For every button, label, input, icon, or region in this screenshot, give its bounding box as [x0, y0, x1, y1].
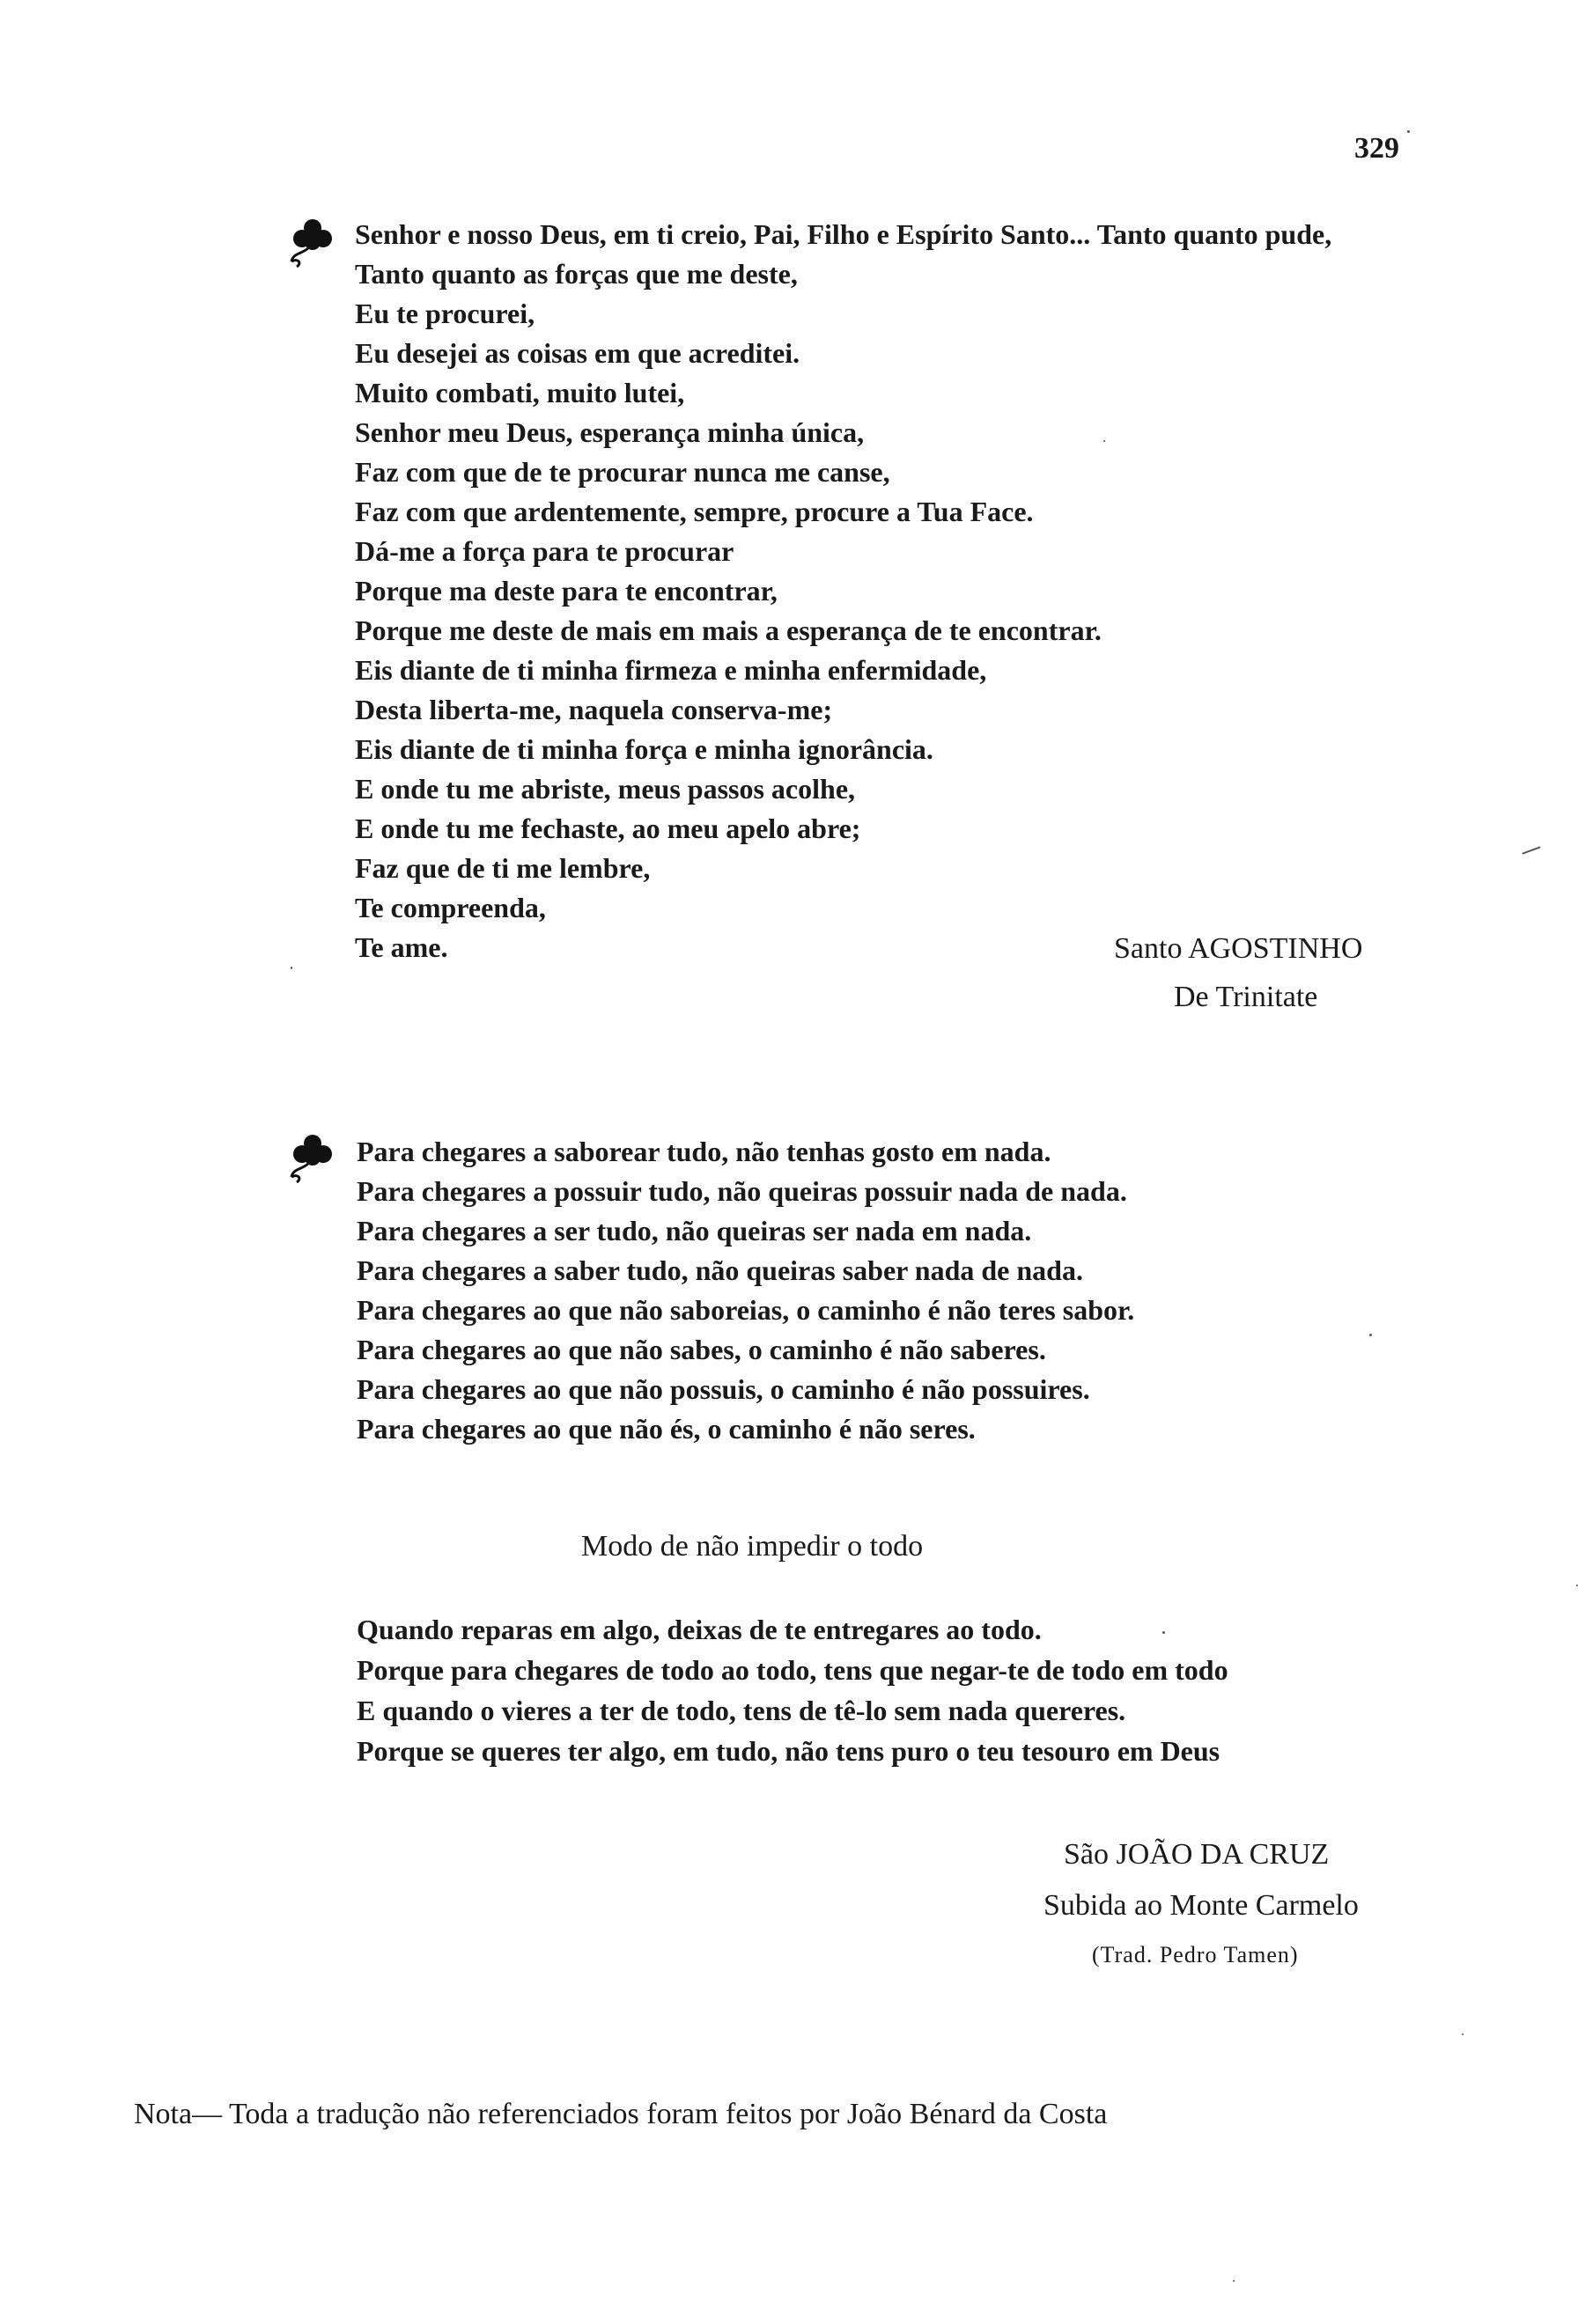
poem-line: Para chegares ao que não sabes, o caminho é não saberes. — [357, 1334, 1046, 1365]
scan-speck — [1462, 2034, 1464, 2035]
work-de-trinitate: De Trinitate — [1174, 981, 1318, 1013]
poem-line: Tanto quanto as forças que me deste, — [355, 258, 798, 290]
footnote: Nota— Toda a tradução não referenciados foram feitos por João Bénard da Costa — [134, 2098, 1108, 2130]
scan-speck — [291, 967, 292, 969]
poem-line: Para chegares a possuir tudo, não queiras possuir nada de nada. — [357, 1175, 1127, 1207]
poem-line: Dá-me a força para te procurar — [355, 535, 734, 567]
poem-line: Te ame. — [355, 931, 448, 963]
scan-speck — [1407, 130, 1410, 133]
scan-speck — [1162, 1631, 1165, 1634]
poem-line: E onde tu me fechaste, ao meu apelo abre; — [355, 813, 861, 844]
poem-line: Quando reparas em algo, deixas de te entregares ao todo. — [357, 1614, 1042, 1645]
section-subtitle: Modo de não impedir o todo — [581, 1530, 924, 1563]
poem-line: Eis diante de ti minha força e minha ignorância. — [355, 733, 933, 765]
poem-line: E onde tu me abriste, meus passos acolhe, — [355, 773, 856, 805]
poem-line: Te compreenda, — [355, 892, 546, 923]
poem-line: Faz com que de te procurar nunca me canse, — [355, 456, 890, 488]
poem-line: Eu te procurei, — [355, 298, 535, 329]
poem-line: Muito combati, muito lutei, — [355, 377, 685, 408]
poem-line: Porque ma deste para te encontrar, — [355, 575, 778, 607]
scan-speck — [1103, 440, 1105, 442]
poem-line: Eu desejei as coisas em que acreditei. — [355, 337, 800, 369]
poem-line: Faz com que ardentemente, sempre, procure a Tua Face. — [355, 496, 1034, 527]
clover-flower-icon — [286, 1131, 339, 1184]
poem-line: Porque me deste de mais em mais a esperança de te encontrar. — [355, 614, 1102, 646]
poem-line: Desta liberta-me, naquela conserva-me; — [355, 694, 833, 725]
clover-flower-icon — [286, 216, 339, 268]
poem-line: Para chegares a ser tudo, não queiras ser nada em nada. — [357, 1215, 1032, 1247]
author-agostinho: Santo AGOSTINHO — [1114, 932, 1363, 965]
translator: (Trad. Pedro Tamen) — [1092, 1942, 1299, 1967]
poem-line: Para chegares ao que não possuis, o caminho é não possuires. — [357, 1373, 1090, 1405]
poem-line: Para chegares a saborear tudo, não tenhas gosto em nada. — [357, 1136, 1051, 1167]
poem-line: Para chegares ao que não saboreias, o caminho é não teres sabor. — [357, 1294, 1135, 1326]
poem-line: Senhor meu Deus, esperança minha única, — [355, 416, 865, 448]
poem-line: E quando o vieres a ter de todo, tens de tê-lo sem nada quereres. — [357, 1695, 1126, 1726]
scan-speck — [1522, 846, 1540, 854]
poem-line: Faz que de ti me lembre, — [355, 852, 651, 884]
poem-line: Eis diante de ti minha firmeza e minha enfermidade, — [355, 654, 987, 686]
poem-line: Porque para chegares de todo ao todo, tens que negar-te de todo em todo — [357, 1654, 1228, 1686]
work-subida: Subida ao Monte Carmelo — [1043, 1889, 1359, 1922]
poem-line: Senhor e nosso Deus, em ti creio, Pai, Filho e Espírito Santo... Tanto quanto pude, — [355, 218, 1332, 250]
poem-line: Para chegares ao que não és, o caminho é não seres. — [357, 1413, 976, 1445]
page-number: 329 — [1354, 132, 1399, 165]
scan-speck — [1369, 1334, 1372, 1336]
author-joao-da-cruz: São JOÃO DA CRUZ — [1064, 1838, 1330, 1871]
scan-speck — [1233, 2280, 1235, 2282]
poem-line: Para chegares a saber tudo, não queiras saber nada de nada. — [357, 1254, 1083, 1286]
poem-line: Porque se queres ter algo, em tudo, não tens puro o teu tesouro em Deus — [357, 1735, 1220, 1767]
